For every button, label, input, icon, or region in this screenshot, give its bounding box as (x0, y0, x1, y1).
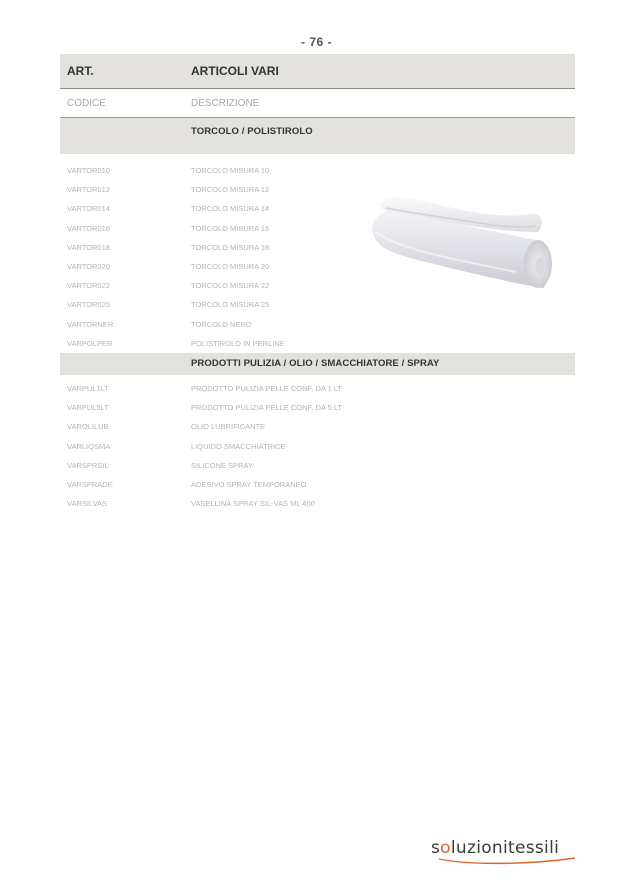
table-header (60, 54, 575, 89)
item-description: SILICONE SPRAY (191, 460, 253, 470)
table-row (60, 315, 575, 334)
item-description: VASELLINA SPRAY SIL-VAS ML 400 (191, 499, 315, 509)
item-description: TORCOLO MISURA 16 (191, 223, 270, 233)
column-labels (60, 89, 575, 118)
item-description: LIQUIDO SMACCHIATRICE (191, 441, 286, 451)
item-code: VARPOLPER (67, 338, 113, 348)
label-description: DESCRIZIONE (191, 97, 260, 109)
item-code: VARTOR010 (67, 166, 110, 176)
item-code: VARTOR018 (67, 242, 110, 252)
table-row (60, 494, 575, 513)
label-code: CODICE (67, 97, 106, 109)
section-header-pulizia (60, 353, 575, 375)
item-code: VARLIQSMA (67, 441, 111, 451)
item-code: VAROLILUB (67, 422, 109, 432)
item-description: TORCOLO MISURA 10 (191, 166, 270, 176)
header-art: ART. (67, 64, 94, 78)
item-description: TORCOLO MISURA 12 (191, 185, 270, 195)
item-code: VARTOR014 (67, 204, 110, 214)
page-number: - 76 - (300, 35, 332, 49)
item-code: VARTORNER (67, 319, 114, 329)
item-description: TORCOLO MISURA 18 (191, 242, 270, 252)
item-code: VARSPRADE (67, 479, 113, 489)
table-row (60, 436, 575, 455)
table-row (60, 475, 575, 494)
item-code: VARSILVAS (67, 499, 108, 509)
table-row (60, 398, 575, 417)
item-description: POLISTIROLO IN PERLINE (191, 338, 285, 348)
table-row (60, 295, 575, 314)
item-description: TORCOLO MISURA 20 (191, 262, 270, 272)
item-code: VARTOR020 (67, 262, 110, 272)
item-description: TORCOLO NERO (191, 319, 252, 329)
section-header-torcolo (60, 118, 575, 154)
logo-accent-letter: o (440, 838, 451, 858)
table-row (60, 379, 575, 398)
logo-swoosh (437, 857, 577, 865)
item-code: VARTOR012 (67, 185, 110, 195)
item-description: TORCOLO MISURA 25 (191, 300, 270, 310)
item-description: TORCOLO MISURA 22 (191, 281, 270, 291)
table-row (60, 417, 575, 436)
item-code: VARTOR022 (67, 281, 110, 291)
brand-logo: soluzionitessili (431, 838, 559, 858)
item-code: VARTOR025 (67, 300, 110, 310)
item-code: VARSPRSIL (67, 460, 109, 470)
section-items-pulizia (60, 375, 575, 513)
header-category: ARTICOLI VARI (191, 64, 279, 78)
item-description: PRODOTTO PULIZIA PELLE CONF. DA 5 LT (191, 403, 343, 413)
item-description: ADESIVO SPRAY TEMPORANEO (191, 479, 307, 489)
table-row (60, 456, 575, 475)
item-description: OLIO LUBRIFICANTE (191, 422, 266, 432)
item-code: VARPUL5LT (67, 403, 109, 413)
item-description: TORCOLO MISURA 14 (191, 204, 270, 214)
item-code: VARPUL1LT (67, 383, 109, 393)
section-title: PRODOTTI PULIZIA / OLIO / SMACCHIATORE / SPRAY (191, 358, 440, 370)
torcolo-product-image (366, 188, 558, 296)
table-row (60, 334, 575, 353)
section-title: TORCOLO / POLISTIROLO (191, 126, 313, 137)
table-row (60, 161, 575, 180)
item-code: VARTOR016 (67, 223, 110, 233)
item-description: PRODOTTO PULIZIA PELLE CONF. DA 1 LT (191, 383, 343, 393)
